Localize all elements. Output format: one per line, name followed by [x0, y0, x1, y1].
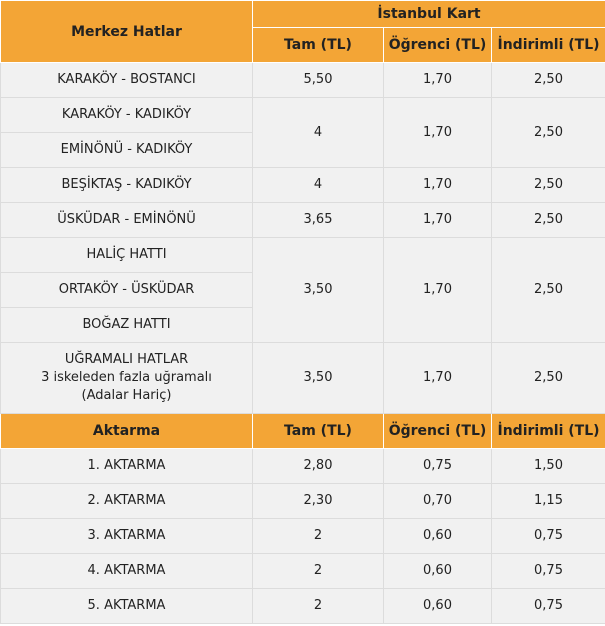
route-name — [1, 343, 253, 414]
header-tam: Tam (TL) — [253, 28, 384, 63]
ogrenci-value: 1,70 — [384, 203, 492, 238]
header-merkez-hatlar: Merkez Hatlar — [1, 1, 253, 63]
header-istanbul-kart: İstanbul Kart — [253, 1, 605, 28]
tam-value: 2,80 — [253, 449, 384, 484]
route-name-line3: (Adalar Hariç) — [81, 388, 172, 403]
tam-value: 4 — [253, 98, 384, 168]
route-name: KARAKÖY - BOSTANCI — [1, 63, 253, 98]
tam-value: 2 — [253, 589, 384, 624]
tam-value: 2,30 — [253, 484, 384, 519]
table-row — [1, 98, 605, 133]
header-indirimli: İndirimli (TL) — [492, 414, 605, 449]
route-name: ORTAKÖY - ÜSKÜDAR — [1, 273, 253, 308]
table-row — [1, 63, 605, 98]
table-row — [1, 589, 605, 624]
aktarma-name: 1. AKTARMA — [1, 449, 253, 484]
table-row — [1, 449, 605, 484]
tam-value: 2 — [253, 554, 384, 589]
ogrenci-value: 1,70 — [384, 63, 492, 98]
header-tam: Tam (TL) — [253, 414, 384, 449]
ogrenci-value: 0,60 — [384, 554, 492, 589]
tam-value: 3,50 — [253, 343, 384, 414]
aktarma-name: 2. AKTARMA — [1, 484, 253, 519]
route-name: ÜSKÜDAR - EMİNÖNÜ — [1, 203, 253, 238]
table-row — [1, 519, 605, 554]
ogrenci-value: 1,70 — [384, 238, 492, 343]
ogrenci-value: 0,60 — [384, 589, 492, 624]
indirimli-value: 1,50 — [492, 449, 605, 484]
header-ogrenci: Öğrenci (TL) — [384, 28, 492, 63]
indirimli-value: 0,75 — [492, 519, 605, 554]
ogrenci-value: 1,70 — [384, 343, 492, 414]
indirimli-value: 2,50 — [492, 63, 605, 98]
aktarma-name: 4. AKTARMA — [1, 554, 253, 589]
indirimli-value: 2,50 — [492, 168, 605, 203]
tam-value: 3,50 — [253, 238, 384, 343]
tam-value: 5,50 — [253, 63, 384, 98]
aktarma-name: 3. AKTARMA — [1, 519, 253, 554]
header-aktarma: Aktarma — [1, 414, 253, 449]
table-row — [1, 168, 605, 203]
aktarma-name: 5. AKTARMA — [1, 589, 253, 624]
indirimli-value: 2,50 — [492, 98, 605, 168]
indirimli-value: 2,50 — [492, 238, 605, 343]
header-indirimli: İndirimli (TL) — [492, 28, 605, 63]
table-row — [1, 203, 605, 238]
route-name: BEŞİKTAŞ - KADIKÖY — [1, 168, 253, 203]
route-name-line1: UĞRAMALI HATLAR — [64, 352, 189, 367]
indirimli-value: 0,75 — [492, 589, 605, 624]
indirimli-value: 2,50 — [492, 343, 605, 414]
route-name: BOĞAZ HATTI — [1, 308, 253, 343]
ogrenci-value: 0,70 — [384, 484, 492, 519]
route-name: HALİÇ HATTI — [1, 238, 253, 273]
indirimli-value: 2,50 — [492, 203, 605, 238]
table-row — [1, 238, 605, 273]
tam-value: 2 — [253, 519, 384, 554]
ogrenci-value: 0,75 — [384, 449, 492, 484]
route-name-line2: 3 iskeleden fazla uğramalı — [41, 370, 212, 385]
ogrenci-value: 0,60 — [384, 519, 492, 554]
ogrenci-value: 1,70 — [384, 98, 492, 168]
route-name: EMİNÖNÜ - KADIKÖY — [1, 133, 253, 168]
indirimli-value: 1,15 — [492, 484, 605, 519]
tam-value: 4 — [253, 168, 384, 203]
ogrenci-value: 1,70 — [384, 168, 492, 203]
table-row — [1, 484, 605, 519]
indirimli-value: 0,75 — [492, 554, 605, 589]
header-ogrenci: Öğrenci (TL) — [384, 414, 492, 449]
table-row — [1, 554, 605, 589]
route-name: KARAKÖY - KADIKÖY — [1, 98, 253, 133]
tam-value: 3,65 — [253, 203, 384, 238]
table-row — [1, 343, 605, 414]
